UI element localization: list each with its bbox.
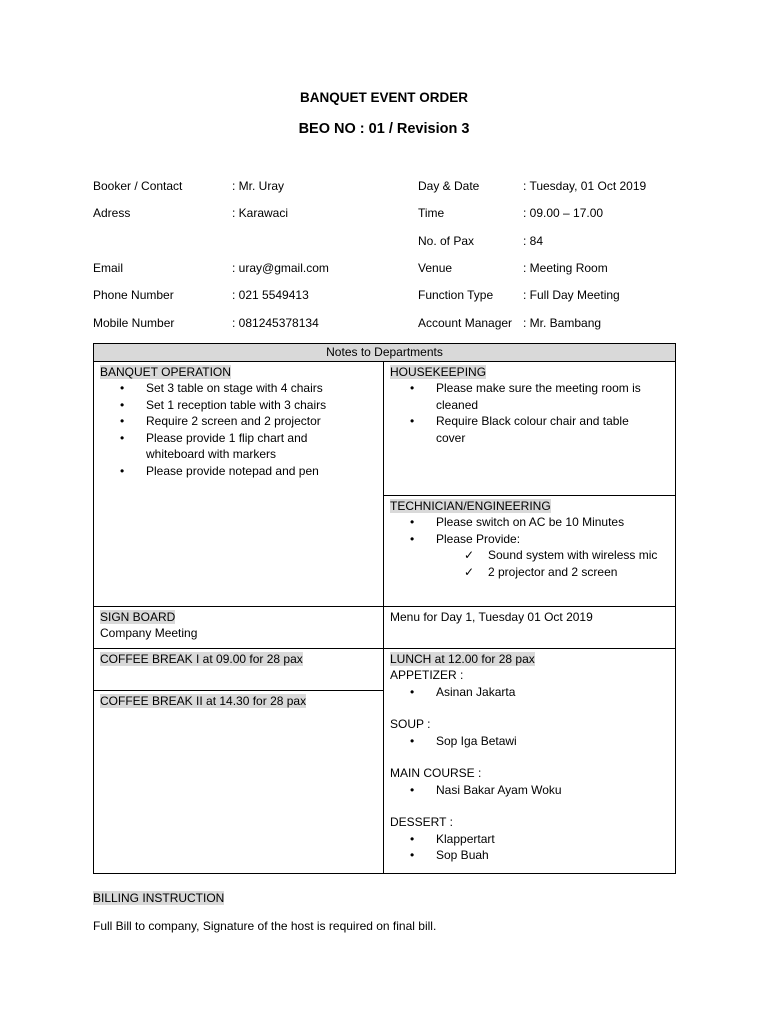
- info-value-email: : uray@gmail.com: [232, 261, 329, 275]
- list-item: • Sop Buah: [436, 847, 669, 864]
- info-value-time: : 09.00 – 17.00: [523, 206, 604, 220]
- list-item: • Please provide notepad and pen: [146, 463, 377, 480]
- banquet-operation-title: BANQUET OPERATION: [100, 364, 231, 379]
- info-label-venue: Venue: [418, 261, 453, 275]
- list-item: • Sop Iga Betawi: [436, 733, 669, 750]
- lunch-title: LUNCH at 12.00 for 28 pax: [390, 651, 535, 666]
- info-value-date: : Tuesday, 01 Oct 2019: [523, 179, 647, 193]
- info-value-pax: : 84: [523, 234, 544, 248]
- technician-check-list: [390, 547, 669, 580]
- menu-title-cell: [384, 606, 676, 648]
- technician-list: [390, 514, 669, 547]
- technician-title: TECHNICIAN/ENGINEERING: [390, 498, 551, 513]
- signboard-cell: [94, 606, 384, 648]
- main-course-list: [390, 782, 669, 799]
- billing-text: Full Bill to company, Signature of the host is required on final bill.: [93, 919, 437, 933]
- soup-list: [390, 733, 669, 750]
- info-label-mobile: Mobile Number: [93, 316, 175, 330]
- list-item: • Set 1 reception table with 3 chairs: [146, 397, 377, 414]
- signboard-title: SIGN BOARD: [100, 609, 176, 624]
- signboard-text: Company Meeting: [100, 626, 198, 640]
- technician-cell: [384, 495, 676, 606]
- list-item: • Set 3 table on stage with 4 chairs: [146, 380, 377, 397]
- banquet-operation-list: [100, 380, 377, 479]
- list-item: • Please provide 1 flip chart and whiteboard with markers: [146, 430, 336, 463]
- list-item: • Asinan Jakarta: [436, 684, 669, 701]
- notes-header: Notes to Departments: [94, 344, 676, 362]
- main-course-label: MAIN COURSE :: [390, 766, 482, 780]
- info-label-manager: Account Manager: [418, 316, 513, 330]
- coffee-break-cell: [94, 648, 384, 873]
- check-item: ✓ 2 projector and 2 screen: [488, 564, 669, 581]
- appetizer-list: [390, 684, 669, 701]
- beo-number: BEO NO : 01 / Revision 3: [298, 121, 470, 137]
- menu-title: Menu for Day 1, Tuesday 01 Oct 2019: [390, 609, 593, 624]
- soup-label: SOUP :: [390, 717, 431, 731]
- list-item: • Nasi Bakar Ayam Woku: [436, 782, 669, 799]
- document-title: BANQUET EVENT ORDER: [299, 90, 468, 105]
- coffee-break-1: COFFEE BREAK I at 09.00 for 28 pax: [100, 651, 303, 666]
- info-label-date: Day & Date: [418, 179, 480, 193]
- coffee-break-2-section: [94, 690, 383, 710]
- info-label-pax: No. of Pax: [418, 234, 475, 248]
- coffee-break-2: COFFEE BREAK II at 14.30 for 28 pax: [100, 694, 307, 708]
- info-label-address: Adress: [93, 206, 131, 220]
- info-label-booker: Booker / Contact: [93, 179, 183, 193]
- info-label-function: Function Type: [418, 288, 494, 302]
- list-item: • Klappertart: [436, 831, 669, 848]
- appetizer-label: APPETIZER :: [390, 668, 464, 682]
- info-label-phone: Phone Number: [93, 288, 174, 302]
- billing-title: BILLING INSTRUCTION: [93, 891, 225, 905]
- lunch-cell: [384, 648, 676, 873]
- info-value-manager: : Mr. Bambang: [523, 316, 602, 330]
- housekeeping-title: HOUSEKEEPING: [390, 364, 487, 379]
- list-item: • Please switch on AC be 10 Minutes: [436, 514, 669, 531]
- notes-table: [93, 343, 676, 874]
- housekeeping-cell: [384, 361, 676, 495]
- info-value-booker: : Mr. Uray: [232, 179, 285, 193]
- housekeeping-list: [390, 380, 669, 446]
- list-item: • Require Black colour chair and table cover: [436, 413, 661, 446]
- banquet-operation-cell: [94, 361, 384, 606]
- info-value-venue: : Meeting Room: [523, 261, 608, 275]
- info-label-time: Time: [418, 206, 445, 220]
- info-value-phone: : 021 5549413: [232, 288, 309, 302]
- check-item: ✓ Sound system with wireless mic: [488, 547, 669, 564]
- info-value-address: : Karawaci: [232, 206, 289, 220]
- info-value-mobile: : 081245378134: [232, 316, 319, 330]
- dessert-label: DESSERT :: [390, 815, 453, 829]
- info-label-email: Email: [93, 261, 124, 275]
- list-item: • Please Provide:: [436, 531, 669, 548]
- info-value-function: : Full Day Meeting: [523, 288, 620, 302]
- dessert-list: [390, 831, 669, 864]
- list-item: • Require 2 screen and 2 projector: [146, 413, 377, 430]
- list-item: • Please make sure the meeting room is cleaned: [436, 380, 661, 413]
